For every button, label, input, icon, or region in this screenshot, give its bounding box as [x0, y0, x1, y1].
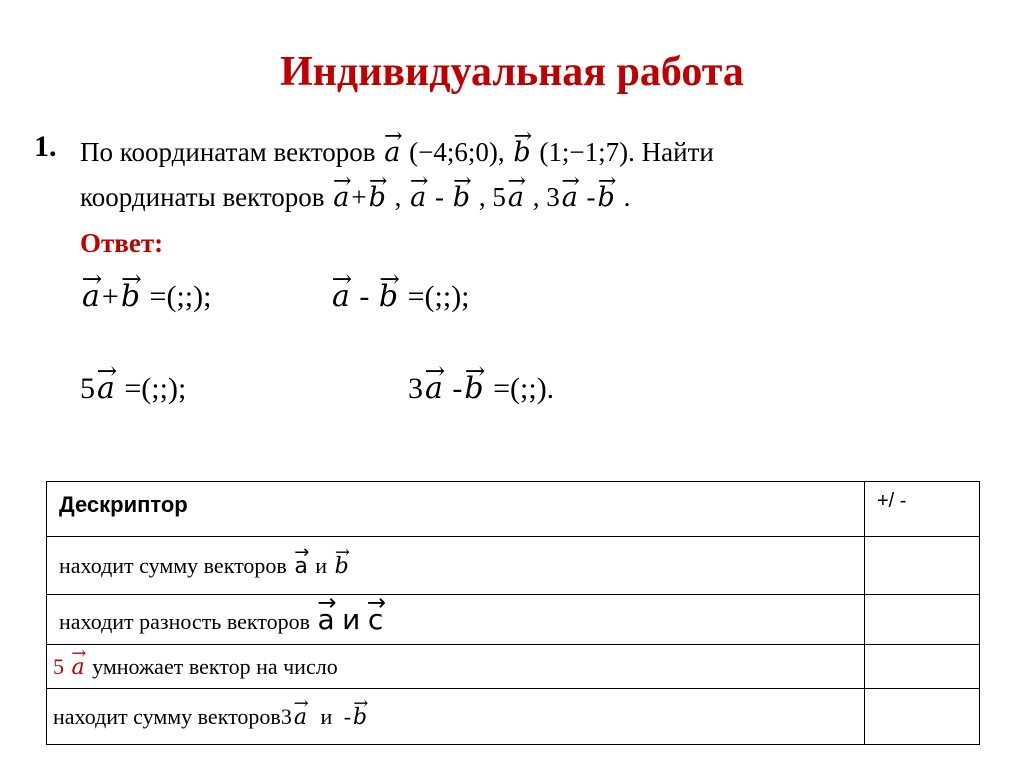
descriptor-text: находит разность векторов [59, 609, 310, 634]
vector-a: → a [315, 606, 336, 634]
vector-a: → a [382, 139, 402, 166]
vector-c: → c [366, 606, 385, 634]
vector-a-coords: (−4;6;0), [409, 137, 505, 167]
separator: , [532, 182, 540, 212]
descriptor-table [46, 481, 980, 745]
conjunction: и [342, 603, 361, 636]
coefficient-3: 3 [280, 703, 292, 729]
vector-a: → a [423, 374, 445, 404]
mark-cell[interactable] [865, 645, 980, 689]
descriptor-text: умножает вектор на число [92, 653, 338, 679]
vector-a: → a [330, 282, 352, 312]
separator: , [394, 182, 402, 212]
mark-cell[interactable] [865, 689, 980, 745]
table-row [47, 689, 980, 745]
task-number: 1. [34, 130, 57, 163]
coefficient-5: 5 [53, 653, 64, 679]
operator-minus: - [343, 703, 352, 729]
vector-a: → a [95, 374, 117, 404]
header-mark: +/ - [865, 482, 980, 537]
vector-a: → a [331, 184, 351, 211]
vector-b: → b [333, 556, 351, 578]
vector-b: → b [451, 184, 472, 211]
answer-multiply [80, 372, 186, 406]
table-row [47, 645, 980, 689]
table-header-row [47, 482, 980, 537]
descriptor-cell [47, 537, 865, 595]
answer-placeholder: =(;;); [124, 372, 187, 405]
answer-placeholder: =(;;); [149, 280, 212, 313]
descriptor-cell [47, 595, 865, 645]
vector-b: → b [377, 282, 400, 312]
vector-b: → b [511, 139, 532, 166]
vector-b: → b [367, 184, 388, 211]
vector-b: → b [119, 282, 142, 312]
vector-a: → a [80, 282, 102, 312]
separator: , [478, 182, 486, 212]
descriptor-text: находит сумму векторов [59, 552, 287, 578]
operator-minus: - [452, 372, 463, 405]
descriptor-cell [47, 645, 865, 689]
conjunction: и [320, 703, 333, 729]
answer-combination [408, 372, 554, 406]
task-line-2 [80, 182, 630, 213]
vector-a: → a [408, 184, 428, 211]
operator-minus: - [586, 182, 596, 212]
table-row [47, 595, 980, 645]
vector-a: → a [70, 657, 87, 679]
answer-sum [80, 280, 211, 314]
vector-b: → b [596, 184, 617, 211]
mark-cell[interactable] [865, 537, 980, 595]
vector-a: → a [292, 707, 309, 729]
descriptor-cell [47, 689, 865, 745]
answer-label: Ответ: [80, 228, 164, 258]
header-descriptor: Дескриптор [47, 482, 865, 537]
mark-cell[interactable] [865, 595, 980, 645]
operator-plus: + [101, 280, 119, 313]
vector-a: → a [560, 184, 580, 211]
table-row [47, 537, 980, 595]
coefficient-5: 5 [492, 182, 506, 212]
conjunction: и [315, 552, 328, 578]
operator-minus: - [435, 182, 445, 212]
answer-placeholder: =(;;); [407, 280, 470, 313]
coefficient-5: 5 [80, 372, 95, 405]
task-line-1 [80, 137, 714, 168]
operator-plus: + [351, 182, 367, 212]
task-text: координаты векторов [80, 182, 325, 212]
answer-placeholder: =(;;). [493, 372, 555, 405]
coefficient-3: 3 [546, 182, 560, 212]
end-period: . [623, 182, 631, 212]
vector-b-coords: (1;−1;7). Найти [539, 137, 714, 167]
answer-difference [330, 280, 470, 314]
page-title: Индивидуальная работа [280, 49, 744, 95]
vector-a: → a [292, 556, 309, 578]
coefficient-3: 3 [408, 372, 423, 405]
vector-a: → a [506, 184, 526, 211]
vector-b: → b [462, 374, 485, 404]
vector-b: → b [351, 707, 369, 729]
descriptor-text: находит сумму векторов [53, 703, 281, 729]
task-text: По координатам векторов [80, 137, 376, 167]
operator-minus: - [359, 280, 370, 313]
